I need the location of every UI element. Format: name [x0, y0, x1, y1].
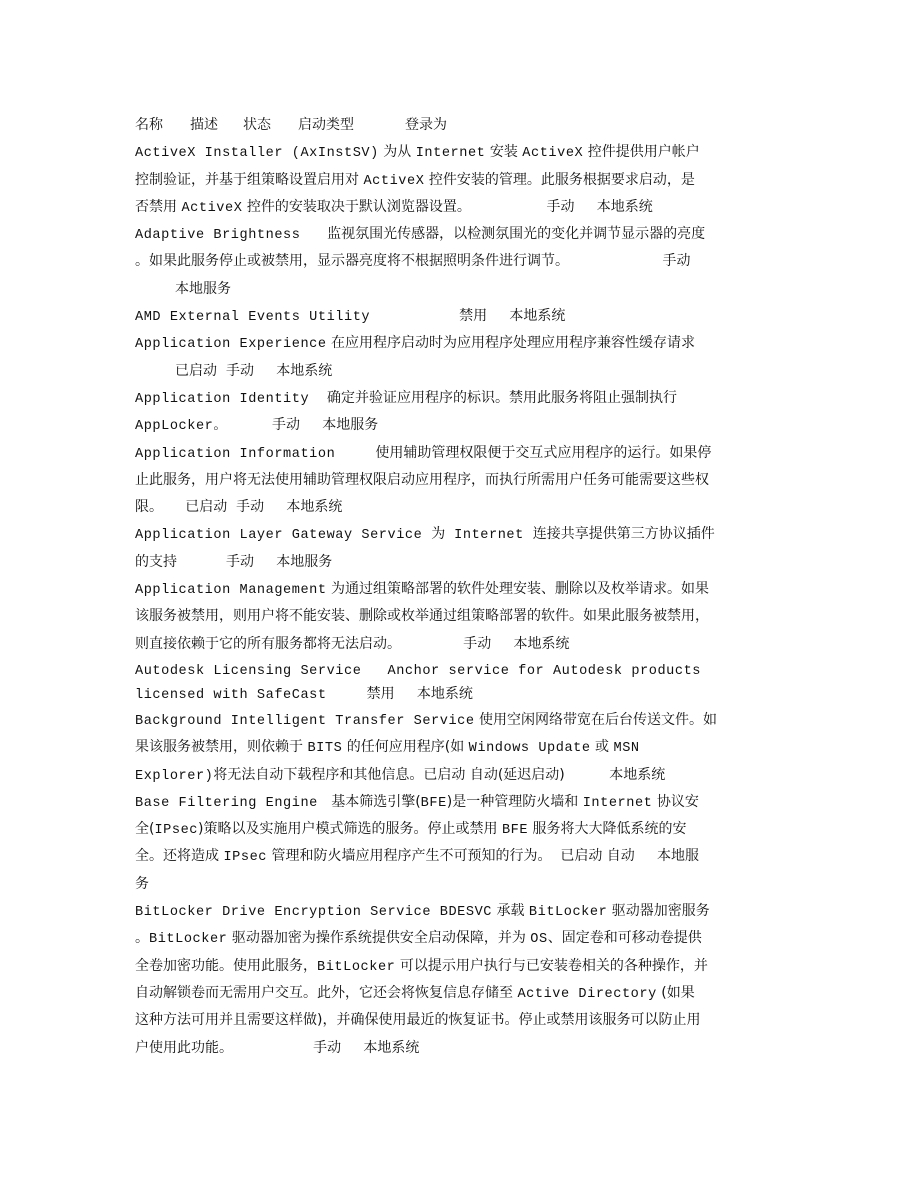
latin-text-segment: BitLocker	[528, 905, 608, 921]
latin-text-segment: IPsec	[223, 850, 267, 866]
text-line	[135, 980, 785, 1007]
text-segment: 确定并验证应用程序的标识。禁用此服务将阻止强制执行	[309, 389, 677, 406]
text-segment: 限。 已启动 手动 本地系统	[135, 499, 343, 516]
latin-text-segment: BitLocker	[317, 959, 396, 975]
text-segment: 果该服务被禁用，则依赖于	[135, 739, 308, 756]
text-segment: 全(	[135, 821, 155, 838]
text-line	[135, 194, 785, 221]
text-line	[135, 139, 785, 166]
latin-text-segment: ActiveX	[363, 173, 425, 189]
text-segment: 的任何应用程序(如	[342, 739, 469, 756]
text-line	[135, 248, 785, 275]
text-segment: 安装	[485, 144, 523, 161]
text-line	[135, 734, 785, 761]
text-segment: )是一种管理防火墙和	[446, 793, 583, 810]
text-segment: 在应用程序启动时为应用程序处理应用程序兼容性缓存请求	[326, 335, 696, 352]
text-segment: 控件提供用户帐户	[583, 144, 700, 161]
latin-text-segment: ActiveX	[522, 146, 584, 162]
text-segment: 止此服务，用户将无法使用辅助管理权限启动应用程序，而执行所需用户任务可能需要这些权	[135, 471, 709, 488]
text-segment: 驱动器加密服务	[607, 903, 710, 920]
text-line	[135, 440, 785, 467]
header-name: 名称	[135, 117, 163, 133]
text-segment: 本地服务	[135, 280, 232, 297]
latin-text-segment: licensed with SafeCast	[135, 688, 327, 704]
text-line	[135, 167, 785, 194]
service-list	[135, 139, 785, 1062]
latin-text-segment: IPsec	[154, 823, 199, 839]
text-line	[135, 658, 785, 683]
text-segment: 禁用 本地系统	[370, 308, 566, 325]
text-segment: 务	[135, 875, 149, 892]
text-line	[135, 816, 785, 843]
text-segment: 驱动器加密为操作系统提供安全启动保障，并为	[227, 930, 531, 947]
text-segment: 手动 本地服务	[227, 417, 379, 434]
text-segment: 控件安装的管理。此服务根据要求启动，是	[424, 171, 695, 188]
text-segment: 户使用此功能。 手动 本地系统	[135, 1039, 420, 1056]
text-segment: 全。还将造成	[135, 848, 224, 865]
header-start-type: 启动类型	[298, 117, 354, 133]
text-line	[135, 789, 785, 816]
latin-text-segment: Application Experience	[135, 337, 327, 353]
text-line	[135, 276, 785, 303]
text-line	[135, 358, 785, 385]
text-segment: 该服务被禁用，则用户将不能安装、删除或枚举通过组策略部署的软件。如果此服务被禁用，	[135, 608, 709, 625]
text-segment: 使用辅助管理权限便于交互式应用程序的运行。如果停	[335, 444, 712, 461]
text-segment: 控制验证，并基于组策略设置启用对	[135, 171, 364, 188]
text-line	[135, 953, 785, 980]
latin-text-segment: BITS	[307, 741, 343, 757]
latin-text-segment: Adaptive Brightness	[135, 228, 301, 244]
latin-text-segment: Autodesk Licensing Service Anchor service for Autodesk products	[135, 663, 701, 679]
text-line	[135, 521, 785, 548]
text-line	[135, 412, 785, 439]
text-line	[135, 843, 785, 870]
table-header	[135, 112, 785, 139]
text-segment: 这种方法可用并且需要这样做)，并确保使用最近的恢复证书。停止或禁用该服务可以防止用	[135, 1012, 701, 1029]
latin-text-segment: BitLocker Drive Encryption Service BDESVC	[135, 905, 493, 921]
latin-text-segment: MSN	[613, 741, 640, 757]
latin-text-segment: Internet	[415, 146, 486, 162]
text-segment: 将无法自动下载程序和其他信息。已启动 自动(延迟启动) 本地系统	[213, 766, 666, 783]
text-segment: 的支持 手动 本地服务	[135, 553, 333, 570]
text-line	[135, 303, 785, 330]
text-segment: 为从	[378, 144, 416, 161]
text-segment: 监视氛围光传感器，以检测氛围光的变化并调节显示器的亮度	[300, 226, 706, 243]
text-line	[135, 385, 785, 412]
text-segment: 管理和防火墙应用程序产生不可预知的行为。 已启动 自动 本地服	[267, 848, 700, 865]
text-segment: 为	[422, 526, 455, 543]
text-line	[135, 682, 785, 707]
text-segment: 为通过组策略部署的软件处理安装、删除以及枚举请求。如果	[326, 581, 710, 598]
text-segment: 全卷加密功能。使用此服务，	[135, 957, 317, 974]
latin-text-segment: Application Information	[135, 446, 336, 462]
text-line	[135, 762, 785, 789]
latin-text-segment: Application Management	[135, 583, 327, 599]
text-segment: 禁用 本地系统	[326, 686, 473, 703]
text-segment: 。	[135, 930, 149, 947]
text-line	[135, 221, 785, 248]
latin-text-segment: Internet	[582, 795, 653, 811]
text-segment: 服务将大大降低系统的安	[528, 821, 687, 838]
latin-text-segment: ActiveX	[181, 200, 243, 216]
text-line	[135, 603, 785, 630]
header-status: 状态	[243, 117, 271, 133]
text-line	[135, 871, 785, 898]
text-segment: 或	[590, 739, 614, 756]
latin-text-segment: Application Identity	[135, 391, 310, 407]
latin-text-segment: Active Directory	[517, 986, 657, 1002]
latin-text-segment: BFE	[501, 823, 529, 839]
text-segment: 已启动 手动 本地系统	[135, 362, 333, 379]
latin-text-segment: ActiveX Installer (AxInstSV)	[135, 146, 379, 162]
header-logon-as: 登录为	[405, 117, 447, 133]
text-segment: 自动解锁卷而无需用户交互。此外，它还会将恢复信息存储至	[135, 984, 518, 1001]
text-line	[135, 330, 785, 357]
text-line	[135, 494, 785, 521]
text-segment: )策略以及实施用户模式筛选的服务。停止或禁用	[198, 821, 502, 838]
latin-text-segment: Windows Update	[468, 741, 591, 757]
text-segment: 否禁用	[135, 198, 182, 215]
text-line	[135, 1035, 785, 1062]
latin-text-segment: BFE	[420, 795, 447, 811]
text-segment: 、固定卷和可移动卷提供	[547, 930, 702, 947]
latin-text-segment: Explorer)	[135, 768, 214, 784]
latin-text-segment: Internet	[454, 528, 524, 544]
text-segment: 则直接依赖于它的所有服务都将无法启动。 手动 本地系统	[135, 635, 570, 652]
text-segment: 可以提示用户执行与已安装卷相关的各种操作，并	[395, 957, 708, 974]
document-page	[135, 112, 785, 1062]
latin-text-segment: Application Layer Gateway Service	[135, 528, 423, 544]
text-line	[135, 576, 785, 603]
latin-text-segment: BitLocker	[149, 932, 228, 948]
text-line	[135, 898, 785, 925]
text-line	[135, 549, 785, 576]
header-description: 描述	[190, 117, 218, 133]
latin-text-segment: Background Intelligent Transfer Service	[135, 713, 475, 729]
text-segment: 承载	[492, 903, 529, 920]
text-line	[135, 631, 785, 658]
text-segment: 基本筛选引擎(	[317, 793, 421, 810]
latin-text-segment: Base Filtering Engine	[135, 795, 318, 811]
text-segment: 控件的安装取决于默认浏览器设置。 手动 本地系统	[242, 198, 653, 215]
text-segment: (如果	[656, 984, 695, 1001]
text-line	[135, 467, 785, 494]
text-line	[135, 707, 785, 734]
latin-text-segment: AMD External Events Utility	[135, 310, 371, 326]
text-line	[135, 1007, 785, 1034]
text-segment: 连接共享提供第三方协议插件	[523, 526, 715, 543]
text-segment: 。如果此服务停止或被禁用，显示器亮度将不根据照明条件进行调节。 手动	[135, 253, 691, 270]
text-line	[135, 925, 785, 952]
text-segment: 协议安	[652, 793, 699, 810]
text-segment: 使用空闲网络带宽在后台传送文件。如	[474, 711, 718, 728]
latin-text-segment: AppLocker。	[135, 419, 228, 435]
latin-text-segment: OS	[530, 932, 548, 948]
